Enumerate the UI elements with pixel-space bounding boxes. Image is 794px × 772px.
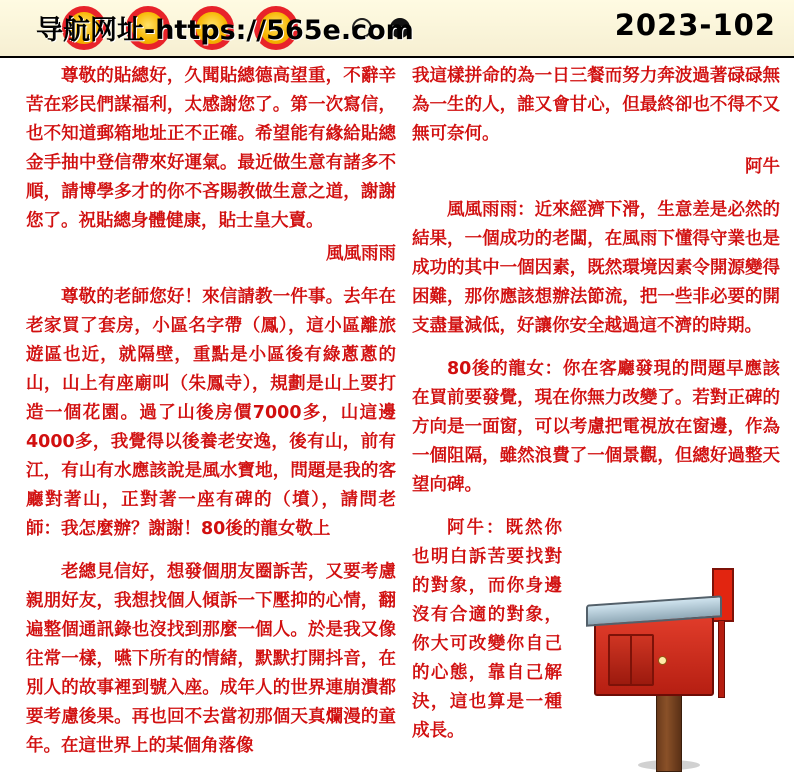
mailbox-knob-icon <box>658 656 667 665</box>
letter-signature: 風風雨雨 <box>326 244 396 264</box>
letter-signature: 阿牛 <box>745 157 780 177</box>
letter-paragraph: 尊敬的老師您好！來信請教一件事。去年在老家買了套房，小區名字帶（鳳），這小區離旅遊區也近，就隔壁，重點是小區後有綠蔥蔥的山，山上有座廟叫（朱鳳寺），規劃是山上要打造一個花園。過了山後房價7000多，山這邊4000多，我覺得以後養老安逸，後有山，前有江，有山有水應該說是風水寶地，問題是我的客廳對著山，正對著一座有碑的（墳），請問老師：我怎麼辦？謝謝！80後的龍女敬上 <box>26 287 396 539</box>
issue-code: 2023-102 <box>614 8 776 42</box>
reply-paragraph: 阿牛：既然你也明白訴苦要找對的對象，而你身邊沒有合適的對象，你大可改變你自己的心態，靠自己解決，這也算是一種成長。 <box>412 518 562 741</box>
reply-paragraph: 風風雨雨：近來經濟下滑，生意差是必然的結果，一個成功的老闆，在風雨下懂得守業也是成功的其中一個因素，既然環境因素令開源變得困難，那你應該想辦法節流，把一些非必要的開支盡量減低，好讓你安全越過這不濟的時期。 <box>412 200 780 336</box>
letter-paragraph: 老總見信好，想發個朋友圈訴苦，又要考慮親朋好友，我想找個人傾訴一下壓抑的心情，翻遍整個通訊錄也沒找到那麼一個人。於是我又像往常一樣，嚥下所有的情緒，默默打開抖音，在別人的故事裡到號入座。成年人的世界連崩潰都要考慮後果。再也回不去當初那個天真爛漫的童年。在這世界上的某個角落像 <box>26 562 396 756</box>
site-url-watermark[interactable]: 导航网址-https://565e.com <box>36 15 414 46</box>
left-column <box>26 62 396 768</box>
letter-paragraph: 我這樣拼命的為一日三餐而努力奔波過著碌碌無為一生的人，誰又會甘心，但最終卻也不得不又無可奈何。 <box>412 66 780 144</box>
mailbox-door-seam <box>630 634 632 686</box>
mailbox-illustration <box>582 560 778 772</box>
mailbox-flagpole-icon <box>718 620 725 698</box>
reply-paragraph: 80後的龍女：你在客廳發現的問題早應該在買前要發覺，現在你無力改變了。若對正碑的方向是一面窗，可以考慮把電視放在窗邊，作為一個阻隔，雖然浪費了一個景觀，但總好過整天望向碑。 <box>412 359 780 495</box>
letter-paragraph: 尊敬的貼總好，久聞貼總德高望重，不辭辛苦在彩民們謀福利，太感謝您了。第一次寫信，也不知道郵箱地址正不正確。希望能有緣給貼總金手抽中登信帶來好運氣。最近做生意有諸多不順，請博學多才的你不吝賜教做生意之道，謝謝您了。祝貼總身體健康，貼士皇大賣。 <box>26 66 396 231</box>
header-banner <box>0 0 794 58</box>
mailbox-post-icon <box>656 688 682 772</box>
